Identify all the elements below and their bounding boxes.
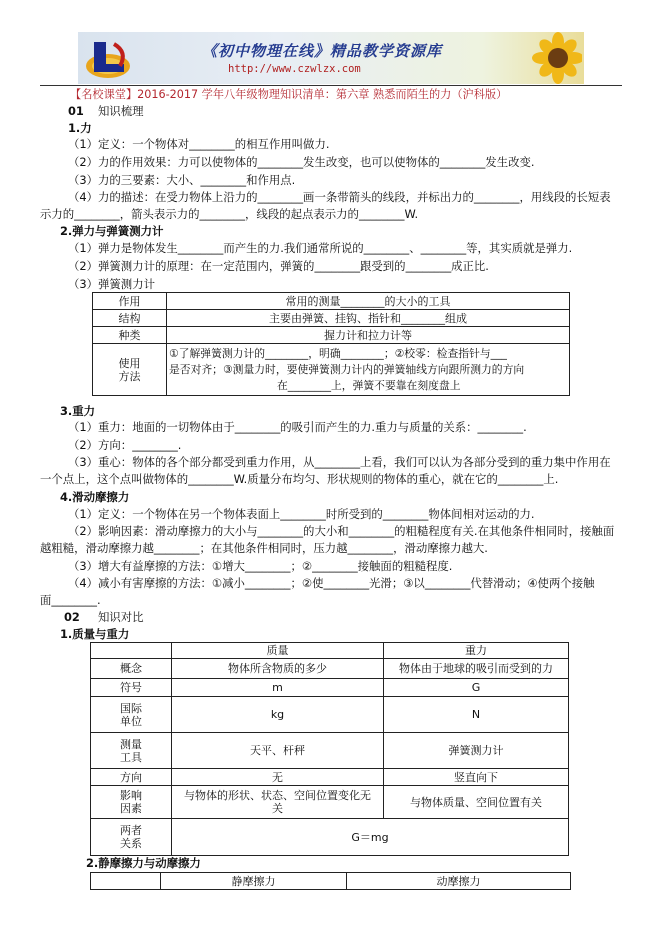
friction-compare-table: [90, 872, 571, 890]
banner-title: 《初中物理在线》精品教学资源库: [202, 42, 443, 60]
part1-number: 01: [68, 104, 84, 118]
row-label: [91, 819, 172, 856]
gravity-cell: 物体由于地球的吸引而受到的力: [384, 659, 569, 679]
column-header-static: 静摩擦力: [161, 873, 347, 890]
section-gravity-heading: 3.重力: [60, 404, 96, 418]
sunflower-icon: [524, 32, 582, 84]
gravity-direction: （2）方向：________.: [68, 438, 182, 452]
table-row: [91, 819, 569, 856]
row-label: [91, 697, 172, 733]
table-row: [91, 769, 569, 786]
table-row: [93, 344, 570, 396]
row-label: 结构: [93, 310, 167, 327]
row-label-line: 使用: [118, 356, 141, 370]
row-label: 符号: [91, 679, 172, 697]
increase-friction: （3）增大有益摩擦的方法：①增大________；②________接触面的粗糙程度.: [68, 559, 453, 573]
gravity-cell: 弹簧测力计: [384, 733, 569, 769]
part2-title: 知识对比: [98, 610, 144, 624]
row-label-line: 方法: [118, 369, 141, 383]
friction-factors-1: （2）影响因素：滑动摩擦力的大小与________的大小和________的粗糙程度有关.在其他条件相同时，接触面: [68, 524, 615, 538]
mass-cell: 无: [172, 769, 384, 786]
column-header-gravity: 重力: [384, 643, 569, 659]
spring-scale-label: （3）弹簧测力计: [68, 277, 155, 291]
mass-cell: [172, 786, 384, 819]
banner-url[interactable]: http://www.czwlzx.com: [228, 63, 361, 75]
row-label-line: 影响: [120, 789, 142, 802]
table-row: [93, 293, 570, 310]
column-header-kinetic: 动摩擦力: [347, 873, 571, 890]
table-header-row: [91, 873, 571, 890]
force-description-1: （4）力的描述：在受力物体上沿力的________画一条带箭头的线段，并标出力的________，用线段的长短表: [68, 190, 611, 204]
part2-number: 02: [64, 610, 80, 624]
row-label: [91, 733, 172, 769]
table-row: [91, 697, 569, 733]
force-effect: （2）力的作用效果：力可以使物体的________发生改变，也可以使物体的________发生改变.: [68, 155, 535, 169]
section-force-heading: 1.力: [68, 121, 92, 135]
site-logo-icon: [84, 36, 136, 82]
row-content: 握力计和拉力计等: [167, 327, 570, 344]
friction-factors-2: 越粗糙，滑动摩擦力越________；在其他条件相同时，压力越________，滑动摩擦力越大.: [40, 541, 488, 555]
mass-cell: 物体所含物质的多少: [172, 659, 384, 679]
usage-line-2: 是否对齐；③测量力时，要使弹簧测力计内的弹簧轴线方向跟所测力的方向: [169, 362, 525, 376]
document-header: 【名校课堂】2016-2017 学年八年级物理知识清单：第六章 熟悉而陌生的力（沪科版）: [70, 88, 508, 101]
usage-line-1: ①了解弹簧测力计的________，明确________；②校零：检查指针与___: [169, 346, 507, 360]
gravity-definition: （1）重力：地面的一切物体由于________的吸引而产生的力.重力与质量的关系：________.: [68, 420, 527, 434]
table-row: [91, 733, 569, 769]
row-content: 常用的测量________的大小的工具: [167, 293, 570, 310]
force-description-2: 示力的________，箭头表示力的________，线段的起点表示力的________W.: [40, 207, 419, 221]
part1-title: 知识梳理: [98, 104, 144, 118]
mass-cell: 天平、杆秤: [172, 733, 384, 769]
row-label: 作用: [93, 293, 167, 310]
elastic-definition: （1）弹力是物体发生________而产生的力.我们通常所说的________、________等，其实质就是弹力.: [68, 241, 573, 255]
table-row: [91, 679, 569, 697]
corner-cell: [91, 643, 172, 659]
usage-line-3: 在________上，弹簧不要靠在刻度盘上: [277, 378, 461, 392]
row-label: 概念: [91, 659, 172, 679]
corner-cell: [91, 873, 161, 890]
row-label: [93, 344, 167, 396]
gravity-cell: G: [384, 679, 569, 697]
table-row: [91, 786, 569, 819]
section-elastic-heading: 2.弹力与弹簧测力计: [60, 224, 164, 238]
force-three-elements: （3）力的三要素：大小、________和作用点.: [68, 173, 296, 187]
gravity-cell: N: [384, 697, 569, 733]
reduce-friction-2: 面________.: [40, 593, 101, 607]
spring-scale-table: [92, 292, 570, 396]
friction-definition: （1）定义：一个物体在另一个物体表面上________时所受到的________物体间相对运动的力.: [68, 507, 535, 521]
row-label: 种类: [93, 327, 167, 344]
center-of-gravity-2: 一个点上，这个点叫做物体的________W.质量分布均匀、形状规则的物体的重心，就在它的________上.: [40, 472, 559, 486]
table-row: [91, 659, 569, 679]
table-header-row: [91, 643, 569, 659]
row-label-line: 工具: [120, 750, 142, 764]
row-content: 主要由弹簧、挂钩、指针和________组成: [167, 310, 570, 327]
column-header-mass: 质量: [172, 643, 384, 659]
row-content: [167, 344, 570, 396]
gravity-cell: 与物体质量、空间位置有关: [384, 786, 569, 819]
mass-cell-line: 关: [272, 802, 283, 815]
section-friction-compare-heading: 2.静摩擦力与动摩擦力: [86, 856, 201, 870]
row-label-line: 关系: [120, 837, 142, 850]
mass-gravity-table: [90, 642, 569, 856]
spring-scale-principle: （2）弹簧测力计的原理：在一定范围内，弹簧的________跟受到的________成正比.: [68, 259, 489, 273]
row-label-line: 国际: [120, 701, 142, 715]
mass-cell: kg: [172, 697, 384, 733]
row-label: [91, 786, 172, 819]
mass-cell: m: [172, 679, 384, 697]
row-label: 方向: [91, 769, 172, 786]
center-of-gravity-1: （3）重心：物体的各个部分都受到重力作用，从________上看，我们可以认为各部分受到的重力集中作用在: [68, 455, 611, 469]
row-label-line: 单位: [120, 714, 142, 728]
row-label-line: 因素: [120, 802, 142, 815]
force-definition: （1）定义：一个物体对________的相互作用叫做力.: [68, 137, 330, 151]
table-row: [93, 327, 570, 344]
section-mass-gravity-heading: 1.质量与重力: [60, 627, 130, 641]
reduce-friction-1: （4）减小有害摩擦的方法：①减小________；②使________光滑；③以________代替滑动；④使两个接触: [68, 576, 595, 590]
header-banner: [78, 32, 584, 84]
section-friction-heading: 4.滑动摩擦力: [60, 490, 130, 504]
row-label-line: 测量: [120, 737, 142, 751]
mass-cell-line: 与物体的形状、状态、空间位置变化无: [184, 789, 371, 802]
table-row: [93, 310, 570, 327]
relation-cell: G＝mg: [172, 819, 569, 856]
gravity-cell: 竖直向下: [384, 769, 569, 786]
row-label-line: 两者: [120, 824, 142, 837]
